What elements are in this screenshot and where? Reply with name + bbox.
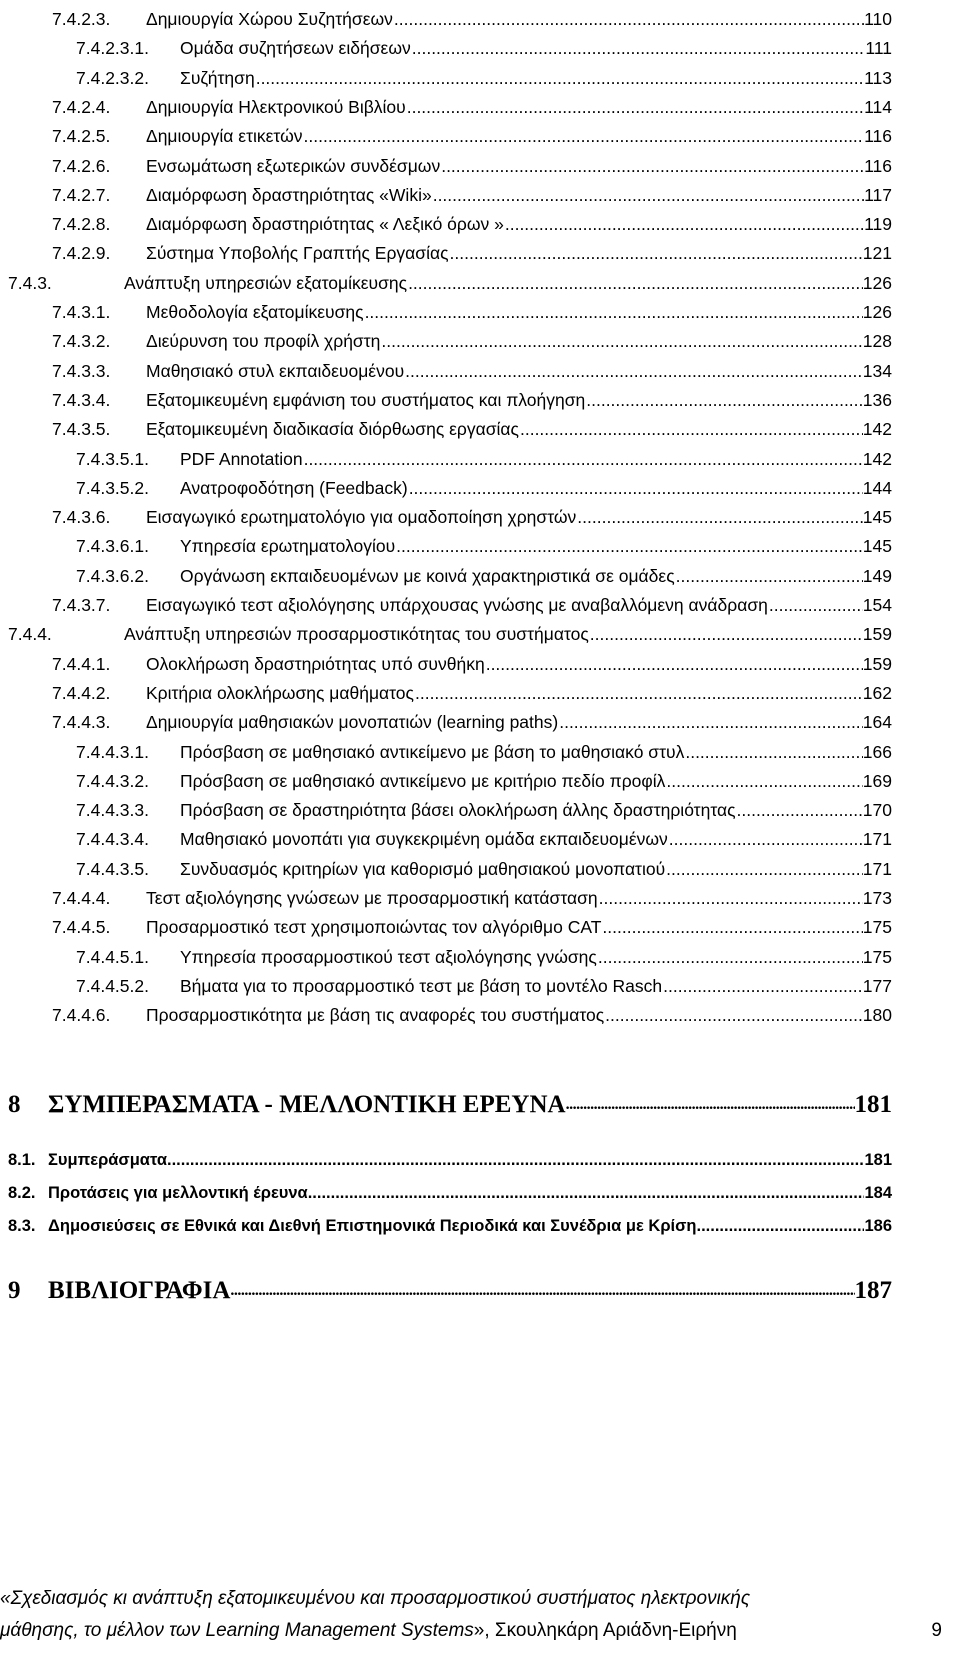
toc-entry-title: Προσαρμοστικότητα με βάση τις αναφορές του συστήματος <box>146 1005 605 1026</box>
toc-entry-title: Μαθησιακό στυλ εκπαιδευομένου <box>146 360 405 381</box>
dot-leader <box>736 799 863 821</box>
chapter-number: 9 <box>8 1277 21 1304</box>
toc-entry[interactable] <box>52 500 892 528</box>
toc-entry-number: 7.4.4.5. <box>52 917 111 938</box>
toc-entry-page: 169 <box>862 770 892 791</box>
chapter-page: 181 <box>854 1091 892 1118</box>
section-number: 8.1. <box>8 1151 36 1169</box>
toc-entry-title: Τεστ αξιολόγησης γνώσεων με προσαρμοστική κατάσταση <box>146 888 598 908</box>
toc-entry-page: 180 <box>862 1005 892 1026</box>
toc-entry-page: 116 <box>864 155 892 176</box>
toc-entry[interactable] <box>52 588 892 616</box>
toc-entry[interactable] <box>52 119 892 147</box>
toc-entry[interactable] <box>76 31 892 59</box>
toc-entry[interactable] <box>76 822 892 850</box>
toc-entry-number: 7.4.3.6. <box>52 507 111 528</box>
toc-entry[interactable] <box>52 354 892 382</box>
toc-entry-page: 166 <box>862 741 892 762</box>
toc-entry-number: 7.4.4.2. <box>52 682 111 703</box>
toc-entry[interactable] <box>8 266 892 294</box>
toc-entry-page: 144 <box>862 477 892 498</box>
toc-entry-title: Προσαρμοστικό τεστ χρησιμοποιώντας τον αλγόριθμο CAT <box>146 917 602 938</box>
toc-entry-page: 142 <box>862 419 892 440</box>
section-title: Προτάσεις για μελλοντική έρευνα <box>48 1184 308 1202</box>
toc-entry-title: Διαμόρφωση δραστηριότητας « Λεξικό όρων » <box>146 214 504 235</box>
toc-entry-number: 7.4.3.6.2. <box>76 565 149 586</box>
toc-entry-title: Δημιουργία Χώρου Συζητήσεων <box>146 9 393 29</box>
toc-entry-title: Μαθησιακό μονοπάτι για συγκεκριμένη ομάδα εκπαιδευομένων <box>180 829 668 850</box>
toc-entry-number: 7.4.3.7. <box>52 595 111 615</box>
dot-leader <box>406 96 864 118</box>
chapter-9-entry[interactable] <box>8 1272 892 1306</box>
toc-entry-page: 142 <box>862 448 892 469</box>
toc-entry-page: 116 <box>864 126 892 147</box>
toc-entry-number: 7.4.4.3. <box>52 712 111 733</box>
toc-entry-number: 7.4.3.5.2. <box>76 477 149 498</box>
toc-entry[interactable] <box>52 881 892 909</box>
dot-leader <box>576 506 863 528</box>
dot-leader <box>668 828 863 850</box>
toc-entry[interactable] <box>76 442 892 470</box>
footer-author: », Σκουληκάρη Αριάδνη-Ειρήνη <box>473 1620 737 1641</box>
toc-entry-page: 117 <box>864 184 892 205</box>
toc-entry[interactable] <box>76 764 892 792</box>
chapter-number: 8 <box>8 1091 21 1118</box>
toc-entry-title: Δημιουργία μαθησιακών μονοπατιών (learning paths) <box>146 712 559 733</box>
toc-entry-title: Σύστημα Υποβολής Γραπτής Εργασίας <box>146 243 449 264</box>
toc-entry-page: 145 <box>862 507 892 528</box>
dot-leader <box>768 594 863 616</box>
dot-leader <box>604 1004 863 1026</box>
toc-entry-title: Υπηρεσία προσαρμοστικού τεστ αξιολόγησης γνώσης <box>180 946 597 967</box>
toc-entry[interactable] <box>52 383 892 411</box>
toc-entry-number: 7.4.3.5.1. <box>76 448 149 469</box>
toc-entry-title: Διεύρυνση του προφίλ χρήστη <box>146 331 381 352</box>
section-page: 184 <box>864 1184 892 1202</box>
dot-leader <box>303 448 863 470</box>
toc-entry-number: 7.4.4.1. <box>52 653 111 674</box>
toc-entry-page: 126 <box>862 302 892 322</box>
section-number: 8.3. <box>8 1217 36 1235</box>
dot-leader <box>597 946 863 968</box>
toc-entry-title: Ανάπτυξη υπηρεσιών εξατομίκευσης <box>124 272 408 293</box>
toc-entry-title: Δημιουργία Ηλεκτρονικού Βιβλίου <box>146 96 406 117</box>
toc-entry[interactable] <box>76 735 892 763</box>
toc-entry-page: 134 <box>862 360 892 381</box>
toc-entry-title: Ενσωμάτωση εξωτερικών συνδέσμων <box>146 155 441 176</box>
chapter-8-entry[interactable] <box>8 1086 892 1120</box>
dot-leader <box>675 565 863 587</box>
section-page: 181 <box>864 1151 892 1169</box>
dot-leader <box>566 1087 855 1120</box>
toc-entry-title: Ολοκλήρωση δραστηριότητας υπό συνθήκη <box>146 653 485 674</box>
toc-entry-number: 7.4.2.6. <box>52 155 111 176</box>
toc-entry[interactable] <box>76 61 892 89</box>
toc-entry-page: 175 <box>862 917 892 938</box>
section-8-1-entry[interactable] <box>8 1146 892 1170</box>
toc-entry-title: Οργάνωση εκπαιδευομένων με κοινά χαρακτηριστικά σε ομάδες <box>180 565 675 586</box>
toc-entry-number: 7.4.3. <box>8 272 52 293</box>
toc-entry-page: 159 <box>862 624 892 645</box>
toc-entry[interactable] <box>52 647 892 675</box>
page-footer <box>0 1584 960 1654</box>
toc-entry-title: Πρόσβαση σε μαθησιακό αντικείμενο με κριτήριο πεδίο προφίλ <box>180 770 666 791</box>
dot-leader <box>601 916 862 938</box>
footer-line-1: «Σχεδιασμός κι ανάπτυξη εξατομικευμένου και προσαρμοστικού συστήματος ηλεκτρονικής <box>0 1588 751 1609</box>
section-page: 186 <box>864 1217 892 1235</box>
toc-entry-title: PDF Annotation <box>180 448 303 469</box>
toc-entry-number: 7.4.3.2. <box>52 331 111 352</box>
toc-entry-page: 136 <box>862 389 892 410</box>
toc-entry-page: 114 <box>864 96 892 117</box>
toc-entry-number: 7.4.2.3. <box>52 9 111 29</box>
section-title: Συμπεράσματα <box>48 1151 167 1169</box>
toc-entry-page: 173 <box>862 888 892 908</box>
dot-leader <box>393 8 864 30</box>
toc-entry-page: 154 <box>862 595 892 615</box>
toc-entry-title: Βήματα για το προσαρμοστικό τεστ με βάση το μοντέλο Rasch <box>180 975 663 996</box>
toc-entry-page: 149 <box>862 565 892 586</box>
toc-entry[interactable] <box>52 412 892 440</box>
toc-entry-title: Διαμόρφωση δραστηριότητας «Wiki» <box>146 184 432 205</box>
toc-entry-title: Συνδυασμός κριτηρίων για καθορισμό μαθησιακού μονοπατιού <box>180 858 666 879</box>
toc-entry-page: 121 <box>862 243 892 264</box>
toc-entry[interactable] <box>76 793 892 821</box>
toc-entry-page: 164 <box>862 712 892 733</box>
toc-entry-page: 171 <box>862 829 892 850</box>
toc-entry[interactable] <box>52 705 892 733</box>
dot-leader <box>364 301 863 323</box>
toc-entry[interactable] <box>52 324 892 352</box>
toc-entry-title: Ομάδα συζητήσεων ειδήσεων <box>180 38 411 59</box>
toc-entry-title: Πρόσβαση σε δραστηριότητα βάσει ολοκλήρωση άλλης δραστηριότητας <box>180 800 736 821</box>
dot-leader <box>598 887 863 909</box>
toc-entry-number: 7.4.2.7. <box>52 184 111 205</box>
dot-leader <box>395 535 863 557</box>
toc-entry[interactable] <box>8 617 892 645</box>
toc-entry-number: 7.4.3.5. <box>52 419 111 440</box>
toc-entry-number: 7.4.2.3.2. <box>76 67 149 88</box>
dot-leader <box>585 389 863 411</box>
dot-leader <box>519 418 863 440</box>
toc-entry-page: 111 <box>865 38 892 59</box>
dot-leader <box>440 155 864 177</box>
dot-leader <box>167 1150 864 1170</box>
dot-leader <box>407 272 863 294</box>
dot-leader <box>303 125 865 147</box>
footer-line-2 <box>0 1616 737 1646</box>
toc-entry-title: Δημιουργία ετικετών <box>146 126 303 147</box>
toc-entry-page: 171 <box>862 858 892 879</box>
section-8-3-entry[interactable] <box>8 1212 892 1236</box>
toc-entry[interactable] <box>52 2 892 30</box>
page-number: 9 <box>931 1620 942 1641</box>
dot-leader <box>589 623 863 645</box>
toc-entry-title: Υπηρεσία ερωτηματολογίου <box>180 536 396 557</box>
toc-entry-title: Μεθοδολογία εξατομίκευσης <box>146 302 364 322</box>
toc-entry[interactable] <box>52 178 892 206</box>
dot-leader <box>411 37 866 59</box>
toc-entry[interactable] <box>76 559 892 587</box>
toc-entry[interactable] <box>52 676 892 704</box>
chapter-title: ΣΥΜΠΕΡΑΣΜΑΤΑ - ΜΕΛΛΟΝΤΙΚΗ ΕΡΕΥΝΑ <box>48 1091 566 1118</box>
toc-entry-number: 7.4.4.4. <box>52 888 111 908</box>
dot-leader <box>697 1216 865 1236</box>
dot-leader <box>404 360 863 382</box>
dot-leader <box>308 1183 865 1203</box>
dot-leader <box>662 975 863 997</box>
toc-entry-page: 126 <box>862 272 892 293</box>
toc-entry-number: 7.4.2.4. <box>52 96 111 117</box>
section-8-2-entry[interactable] <box>8 1179 892 1203</box>
dot-leader <box>408 477 863 499</box>
dot-leader <box>665 858 863 880</box>
toc-entry-number: 7.4.3.6.1. <box>76 536 149 557</box>
toc-entry-number: 7.4.2.9. <box>52 243 111 264</box>
toc-entry-page: 145 <box>862 536 892 557</box>
toc-entry-page: 177 <box>862 975 892 996</box>
toc-entry-number: 7.4.4.3.1. <box>76 741 149 762</box>
dot-leader <box>230 1273 854 1306</box>
toc-entry[interactable] <box>76 529 892 557</box>
toc-entry-title: Κριτήρια ολοκλήρωσης μαθήματος <box>146 682 414 703</box>
toc-entry-page: 175 <box>862 946 892 967</box>
toc-entry-number: 7.4.4.6. <box>52 1005 111 1026</box>
dot-leader <box>684 741 862 763</box>
chapter-title: ΒΙΒΛΙΟΓΡΑΦΙΑ <box>48 1277 231 1304</box>
toc-entry-page: 159 <box>862 653 892 674</box>
chapter-page: 187 <box>854 1277 892 1304</box>
dot-leader <box>255 67 864 89</box>
toc-entry[interactable] <box>52 149 892 177</box>
toc-entry-title: Εξατομικευμένη διαδικασία διόρθωσης εργασίας <box>146 419 519 440</box>
toc-entry-page: 170 <box>862 800 892 821</box>
toc-entry-number: 7.4.4.3.2. <box>76 770 149 791</box>
dot-leader <box>558 711 863 733</box>
section-number: 8.2. <box>8 1184 36 1202</box>
toc-entry-number: 7.4.4. <box>8 624 52 645</box>
toc-entry[interactable] <box>76 940 892 968</box>
toc-entry[interactable] <box>76 852 892 880</box>
toc-entry-number: 7.4.4.3.5. <box>76 858 149 879</box>
section-title: Δημοσιεύσεις σε Εθνικά και Διεθνή Επιστημονικά Περιοδικά και Συνέδρια με Κρίση <box>48 1217 697 1235</box>
toc-entry-title: Εξατομικευμένη εμφάνιση του συστήματος και πλοήγηση <box>146 389 586 410</box>
toc-entry[interactable] <box>52 90 892 118</box>
toc-entry-title: Εισαγωγικό τεστ αξιολόγησης υπάρχουσας γνώσης με αναβαλλόμενη ανάδραση <box>146 595 768 615</box>
toc-entry-page: 113 <box>864 67 892 88</box>
toc-entry-title: Εισαγωγικό ερωτηματολόγιο για ομαδοποίηση χρηστών <box>146 507 577 528</box>
dot-leader <box>665 770 862 792</box>
toc-entry-page: 162 <box>862 682 892 703</box>
toc-entry-number: 7.4.4.5.2. <box>76 975 149 996</box>
toc-entry[interactable] <box>52 998 892 1026</box>
toc-entry-number: 7.4.2.8. <box>52 214 111 235</box>
dot-leader <box>432 184 864 206</box>
toc-entry-number: 7.4.3.3. <box>52 360 111 381</box>
dot-leader <box>380 330 862 352</box>
toc-entry-number: 7.4.4.3.3. <box>76 800 149 821</box>
dot-leader <box>504 213 864 235</box>
dot-leader <box>485 653 863 675</box>
toc-entry-page: 128 <box>862 331 892 352</box>
dot-leader <box>449 242 863 264</box>
toc-entry[interactable] <box>76 969 892 997</box>
toc-entry-page: 110 <box>864 9 892 29</box>
toc-entry[interactable] <box>52 236 892 264</box>
toc-entry[interactable] <box>52 295 892 323</box>
toc-entry-number: 7.4.3.4. <box>52 389 111 410</box>
toc-entry[interactable] <box>52 207 892 235</box>
toc-entry-title: Πρόσβαση σε μαθησιακό αντικείμενο με βάση το μαθησιακό στυλ <box>180 741 685 762</box>
toc-entry-number: 7.4.4.3.4. <box>76 829 149 850</box>
toc-entry-number: 7.4.4.5.1. <box>76 946 149 967</box>
toc-entry-title: Ανατροφοδότηση (Feedback) <box>180 477 408 498</box>
toc-entry[interactable] <box>76 471 892 499</box>
toc-entry-number: 7.4.3.1. <box>52 302 111 322</box>
toc-entry-title: Ανάπτυξη υπηρεσιών προσαρμοστικότητας του συστήματος <box>124 624 589 645</box>
toc-entry-page: 119 <box>864 214 892 235</box>
toc-entry-title: Συζήτηση <box>180 67 255 88</box>
toc-entry-number: 7.4.2.3.1. <box>76 38 149 59</box>
footer-title-italic: μάθησης, το μέλλον των Learning Management Systems <box>0 1620 474 1641</box>
toc-entry[interactable] <box>52 910 892 938</box>
toc-entry-number: 7.4.2.5. <box>52 126 111 147</box>
dot-leader <box>414 682 863 704</box>
